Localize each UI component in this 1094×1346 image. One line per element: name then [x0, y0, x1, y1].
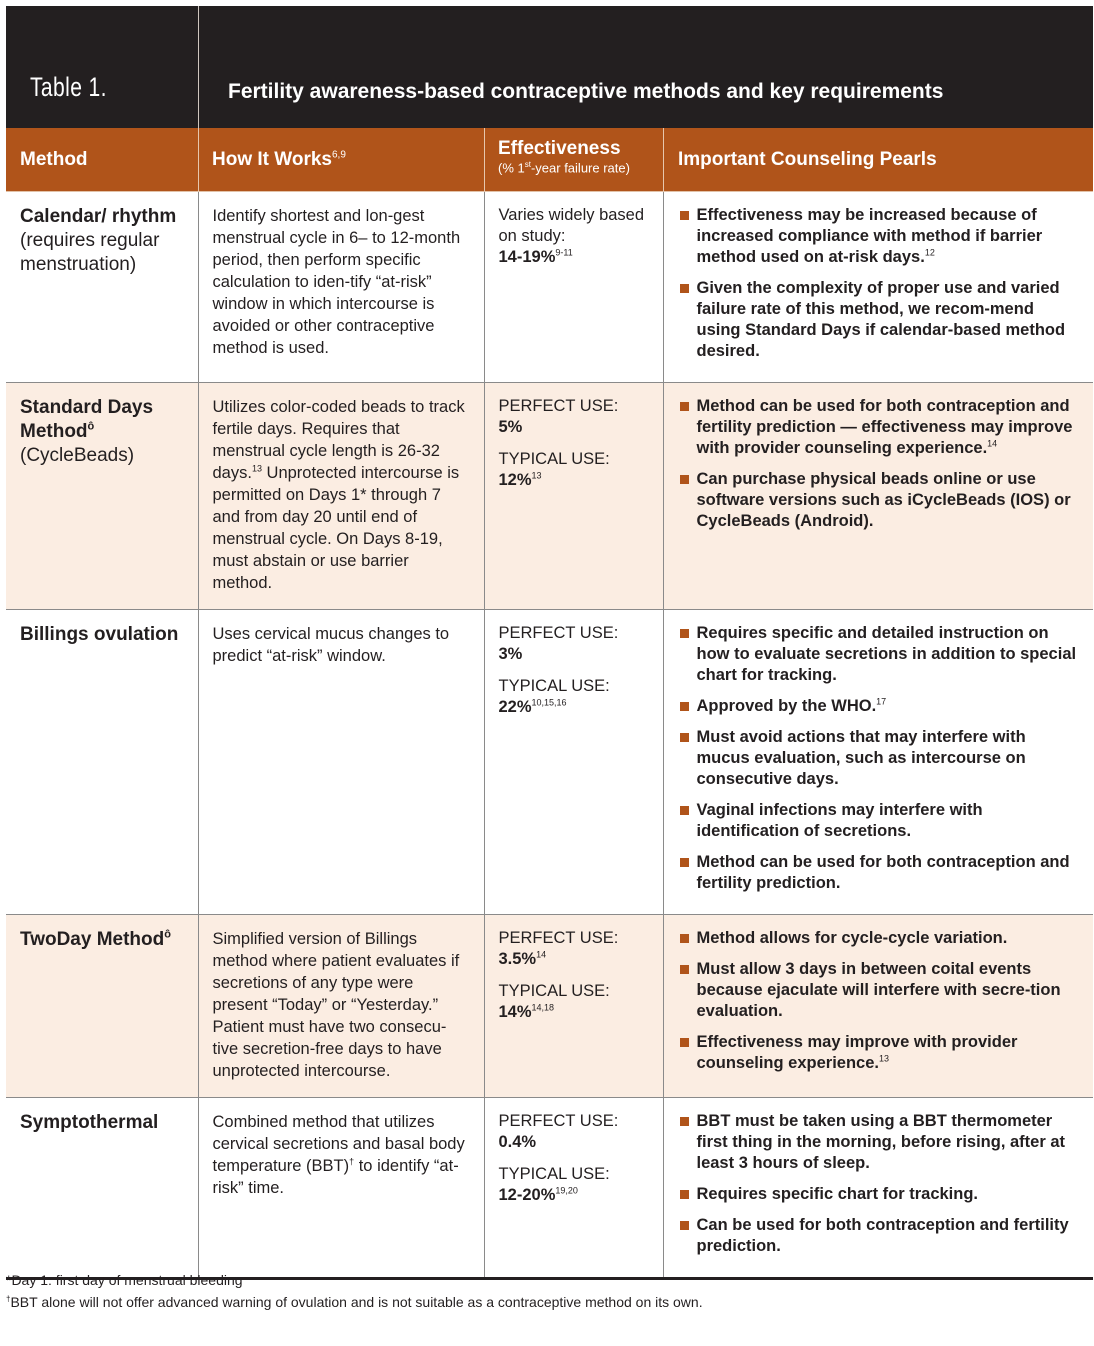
- method-cell: Standard Days Method$^ô$ (CycleBeads): [6, 383, 198, 610]
- list-item: Method can be used for both contraception and fertility prediction — effectiveness may improve with provider counseling experience.$^{14}$: [678, 396, 1080, 459]
- square-bullet-icon: [680, 965, 689, 974]
- method-cell: Calendar/ rhythm (requires regular menstruation): [6, 192, 198, 383]
- how-cell: Combined method that utilizes cervical secretions and basal body temperature (BBT)† to identify “at-risk” time.: [198, 1098, 484, 1279]
- table-row: [6, 383, 1093, 610]
- how-cell: Identify shortest and lon-gest menstrual cycle in 6– to 12-month period, then perform specific calculation to iden-tify “at-risk” window in which intercourse is avoided or other contraceptive method is used.: [198, 192, 484, 383]
- list-item: BBT must be taken using a BBT thermometer first thing in the morning, before rising, after at least 3 hours of sleep.: [678, 1111, 1080, 1174]
- list-item: Method allows for cycle-cycle variation.: [678, 928, 1080, 949]
- column-header-pearls: Important Counseling Pearls: [678, 149, 937, 170]
- list-item: Given the complexity of proper use and varied failure rate of this method, we recom-mend using Standard Days if calendar-based method desired.: [678, 278, 1080, 362]
- list-item: Method can be used for both contraception and fertility prediction.: [678, 852, 1080, 894]
- square-bullet-icon: [680, 629, 689, 638]
- pearls-cell: [663, 383, 1093, 610]
- square-bullet-icon: [680, 858, 689, 867]
- list-item: Must avoid actions that may interfere with mucus evaluation, such as intercourse on consecutive days.: [678, 727, 1080, 790]
- table-row: [6, 915, 1093, 1098]
- list-item: Effectiveness may be increased because of increased compliance with method if barrier method used on at-risk days.$^{12}$: [678, 205, 1080, 268]
- column-divider: [663, 128, 664, 192]
- square-bullet-icon: [680, 702, 689, 711]
- column-header-method: Method: [20, 149, 88, 170]
- effectiveness-cell: PERFECT USE: 0.4% TYPICAL USE: 12-20%$^{19,20}$: [484, 1098, 663, 1279]
- list-item: Vaginal infections may interfere with identification of secretions.: [678, 800, 1080, 842]
- footnotes: [6, 1269, 703, 1313]
- list-item: Can purchase physical beads online or use software versions such as iCycleBeads (IOS) or CycleBeads (Android).: [678, 469, 1080, 532]
- list-item: Requires specific chart for tracking.: [678, 1184, 1080, 1205]
- square-bullet-icon: [680, 1221, 689, 1230]
- square-bullet-icon: [680, 733, 689, 742]
- list-item: Approved by the WHO.$^{17}$: [678, 696, 1080, 717]
- list-item: Effectiveness may improve with provider counseling experience.$^{13}$: [678, 1032, 1080, 1074]
- effectiveness-cell: PERFECT USE: 3% TYPICAL USE: 22%$^{10,15,16}$: [484, 610, 663, 915]
- square-bullet-icon: [680, 934, 689, 943]
- square-bullet-icon: [680, 475, 689, 484]
- how-cell: Simplified version of Billings method where patient evaluates if secretions of any type were present “Today” or “Yesterday.” Patient must have two consecu-tive secretion-free days to have unprotected intercourse.: [198, 915, 484, 1098]
- method-cell: Symptothermal: [6, 1098, 198, 1279]
- column-header-effectiveness: Effectiveness (% 1st-year failure rate): [498, 138, 630, 176]
- how-cell: Uses cervical mucus changes to predict “at-risk” window.: [198, 610, 484, 915]
- effectiveness-cell: PERFECT USE: 5% TYPICAL USE: 12%$^{13}$: [484, 383, 663, 610]
- pearls-cell: [663, 1098, 1093, 1279]
- pearls-cell: [663, 610, 1093, 915]
- column-divider: [484, 128, 485, 192]
- square-bullet-icon: [680, 1190, 689, 1199]
- method-cell: Billings ovulation: [6, 610, 198, 915]
- table-title-bar: [6, 6, 1093, 128]
- square-bullet-icon: [680, 1117, 689, 1126]
- column-header-row: [6, 128, 1093, 192]
- square-bullet-icon: [680, 806, 689, 815]
- table-row: [6, 1098, 1093, 1279]
- list-item: Must allow 3 days in between coital events because ejaculate will interfere with secre-tion evaluation.: [678, 959, 1080, 1022]
- square-bullet-icon: [680, 211, 689, 220]
- table-title: Fertility awareness-based contraceptive methods and key requirements: [228, 80, 944, 103]
- pearls-cell: [663, 192, 1093, 383]
- method-cell: TwoDay Method$^ô$: [6, 915, 198, 1098]
- how-cell: Utilizes color-coded beads to track fertile days. Requires that menstrual cycle length is 26-32 days.$^{13}$ Unprotected intercourse is permitted on Days 1* through 7 and from day 20 until end of menstrual cycle. On Days 8-19, must abstain or use barrier method.: [198, 383, 484, 610]
- square-bullet-icon: [680, 402, 689, 411]
- list-item: Can be used for both contraception and fertility prediction.: [678, 1215, 1080, 1257]
- square-bullet-icon: [680, 1038, 689, 1047]
- table-figure: [6, 6, 1093, 1280]
- effectiveness-cell: PERFECT USE: 3.5%$^{14}$ TYPICAL USE: 14%$^{14,18}$: [484, 915, 663, 1098]
- column-divider: [198, 128, 199, 192]
- pearls-cell: [663, 915, 1093, 1098]
- list-item: Requires specific and detailed instruction on how to evaluate secretions in addition to special chart for tracking.: [678, 623, 1080, 686]
- title-divider: [198, 6, 199, 128]
- table-row: [6, 192, 1093, 383]
- effectiveness-cell: Varies widely based on study: 14-19%$^{9-11}$: [484, 192, 663, 383]
- column-header-how: How It Works$^{6,9}$: [212, 149, 346, 170]
- table-row: [6, 610, 1093, 915]
- methods-table: [6, 192, 1093, 1280]
- table-number: Table 1.: [30, 72, 107, 102]
- footnote-bbt: †BBT alone will not offer advanced warning of ovulation and is not suitable as a contraceptive method on its own.: [6, 1294, 703, 1310]
- square-bullet-icon: [680, 284, 689, 293]
- footnote-day1: *Day 1: first day of menstrual bleeding: [6, 1272, 243, 1288]
